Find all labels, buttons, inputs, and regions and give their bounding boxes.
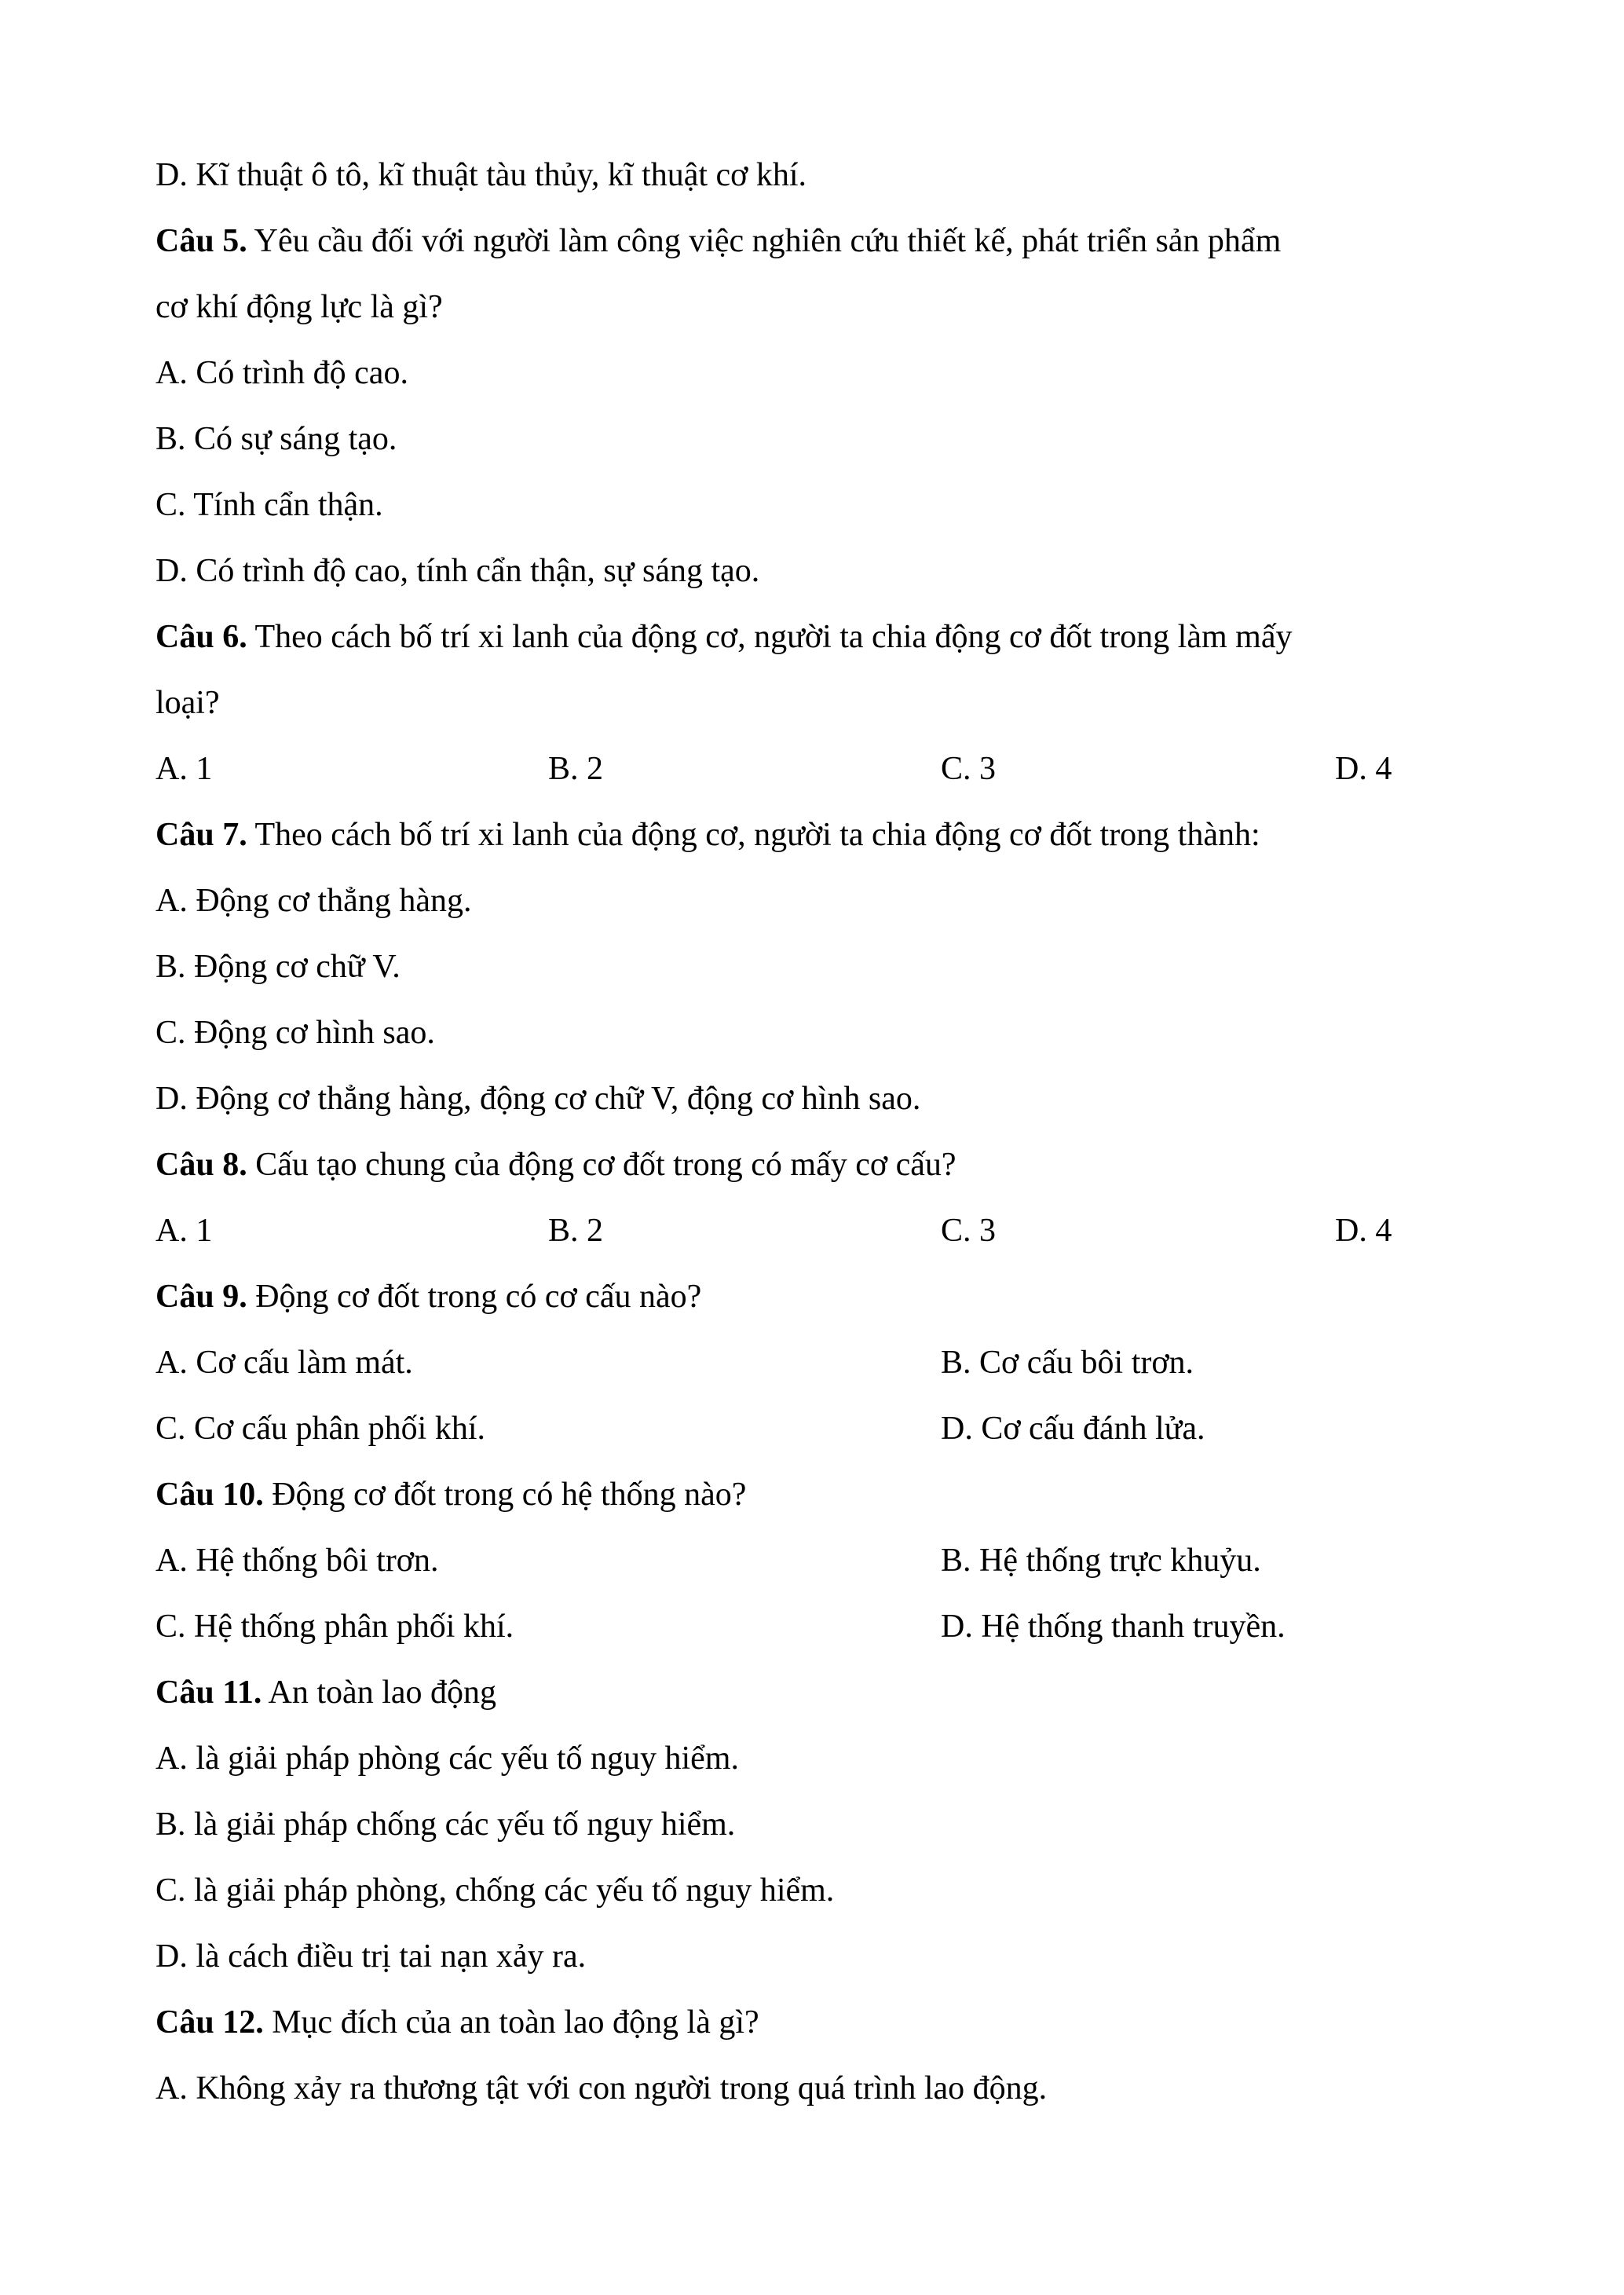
q6-option-a: A. 1 [155, 751, 213, 787]
q4-option-d: D. Kĩ thuật ô tô, kĩ thuật tàu thủy, kĩ thuật cơ khí. [155, 157, 807, 193]
q9-text: Động cơ đốt trong có cơ cấu nào? [247, 1279, 702, 1315]
q11-option-a: A. là giải pháp phòng các yếu tố nguy hiểm. [155, 1740, 739, 1777]
q8-label: Câu 8. [155, 1147, 247, 1183]
q5-option-c: C. Tính cẩn thận. [155, 487, 383, 523]
q12-text: Mục đích của an toàn lao động là gì? [263, 2004, 759, 2041]
q10-stem [155, 1475, 746, 1514]
q8-option-d: D. 4 [1335, 1213, 1392, 1249]
q5-label: Câu 5. [155, 223, 247, 259]
q12-option-a: A. Không xảy ra thương tật với con người trong quá trình lao động. [155, 2070, 1048, 2106]
q8-text: Cấu tạo chung của động cơ đốt trong có mấy cơ cấu? [247, 1147, 956, 1183]
q6-label: Câu 6. [155, 619, 247, 655]
q12-label: Câu 12. [155, 2004, 264, 2041]
q9-option-c: C. Cơ cấu phân phối khí. [155, 1411, 485, 1447]
q7-stem [155, 815, 1260, 855]
q10-option-c: C. Hệ thống phân phối khí. [155, 1609, 514, 1645]
q9-option-d: D. Cơ cấu đánh lửa. [941, 1411, 1205, 1447]
q8-option-b: B. 2 [548, 1213, 604, 1249]
q5-text-line1: Yêu cầu đối với người làm công việc nghiên cứu thiết kế, phát triển sản phẩm [247, 223, 1282, 259]
q7-option-a: A. Động cơ thẳng hàng. [155, 883, 472, 919]
q8-option-c: C. 3 [941, 1213, 997, 1249]
q5-option-a: A. Có trình độ cao. [155, 355, 408, 391]
q8-stem [155, 1145, 956, 1184]
q6-text-line1: Theo cách bố trí xi lanh của động cơ, người ta chia động cơ đốt trong làm mấy [247, 619, 1293, 655]
q11-option-d: D. là cách điều trị tai nạn xảy ra. [155, 1938, 587, 1975]
q10-option-a: A. Hệ thống bôi trơn. [155, 1543, 439, 1579]
q7-label: Câu 7. [155, 817, 247, 853]
q5-option-b: B. Có sự sáng tạo. [155, 421, 397, 457]
q6-stem [155, 617, 1292, 657]
q11-text: An toàn lao động [262, 1675, 497, 1711]
q5-text-line2: cơ khí động lực là gì? [155, 289, 443, 325]
q6-option-d: D. 4 [1335, 751, 1392, 787]
q12-stem [155, 2003, 759, 2042]
q9-option-a: A. Cơ cấu làm mát. [155, 1345, 413, 1381]
q11-stem [155, 1673, 496, 1712]
q7-option-b: B. Động cơ chữ V. [155, 949, 401, 985]
q8-option-a: A. 1 [155, 1213, 213, 1249]
q7-option-c: C. Động cơ hình sao. [155, 1015, 435, 1051]
q10-text: Động cơ đốt trong có hệ thống nào? [263, 1477, 747, 1513]
q10-option-b: B. Hệ thống trực khuỷu. [941, 1543, 1261, 1579]
q6-text-line2: loại? [155, 685, 220, 721]
q5-option-d: D. Có trình độ cao, tính cẩn thận, sự sáng tạo. [155, 553, 760, 589]
q7-option-d: D. Động cơ thẳng hàng, động cơ chữ V, động cơ hình sao. [155, 1081, 921, 1117]
q9-label: Câu 9. [155, 1279, 247, 1315]
q10-option-d: D. Hệ thống thanh truyền. [941, 1609, 1286, 1645]
q6-option-c: C. 3 [941, 751, 997, 787]
q9-stem [155, 1277, 701, 1316]
q11-option-b: B. là giải pháp chống các yếu tố nguy hiểm. [155, 1806, 736, 1843]
q11-label: Câu 11. [155, 1675, 262, 1711]
q11-option-c: C. là giải pháp phòng, chống các yếu tố nguy hiểm. [155, 1872, 835, 1909]
q9-option-b: B. Cơ cấu bôi trơn. [941, 1345, 1194, 1381]
q10-label: Câu 10. [155, 1477, 264, 1513]
q7-text: Theo cách bố trí xi lanh của động cơ, người ta chia động cơ đốt trong thành: [247, 817, 1260, 853]
q5-stem [155, 221, 1281, 261]
q6-option-b: B. 2 [548, 751, 604, 787]
